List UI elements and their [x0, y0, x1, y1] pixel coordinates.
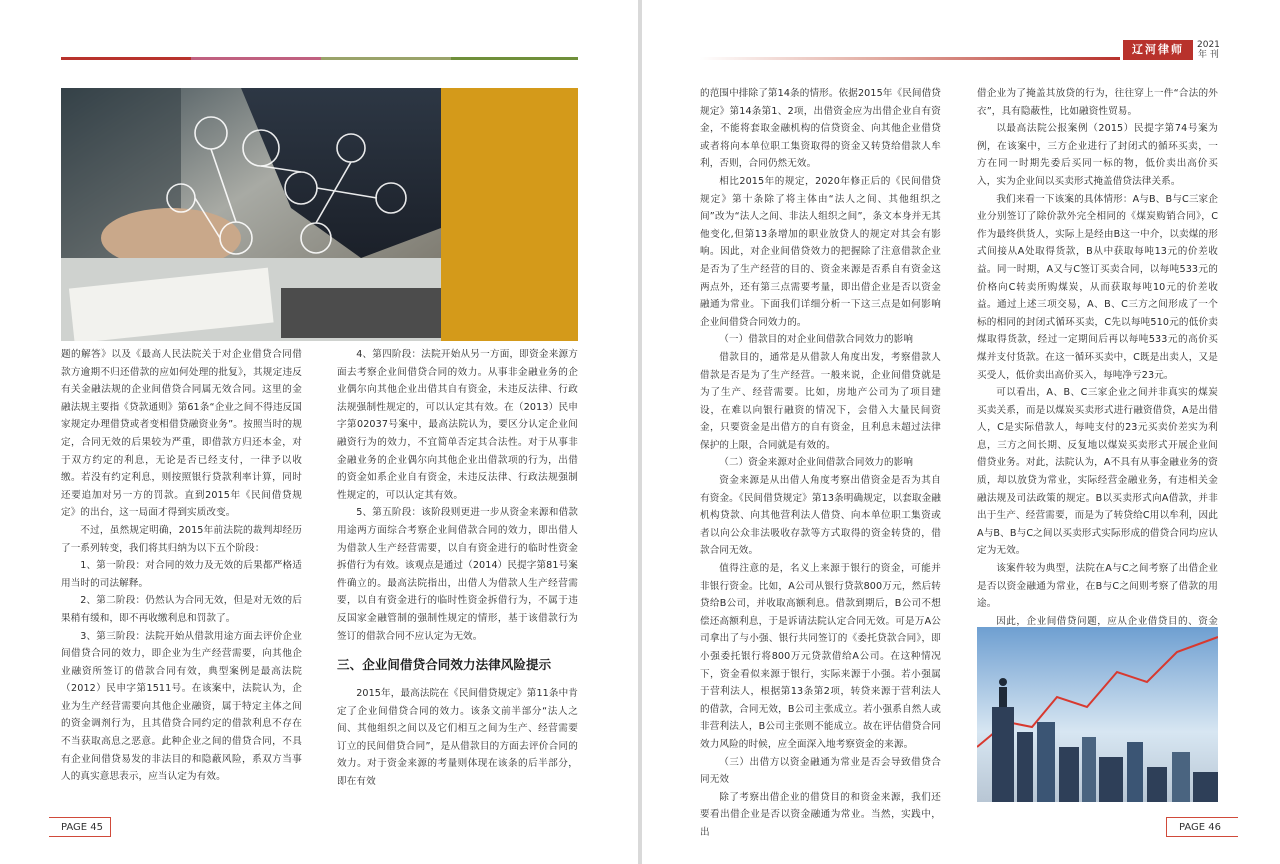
subheading: （一）借款目的对企业间借款合同效力的影响: [719, 334, 914, 346]
paragraph: 因此，企业间借贷问题，应从企业借贷目的、资金: [996, 615, 1218, 627]
right-column-2: [977, 85, 1218, 666]
subheading: （二）资金来源对企业间借款合同效力的影响: [719, 457, 914, 469]
header-rule-olive: [321, 57, 451, 60]
header-rule-pink: [191, 57, 321, 60]
left-column-1: [61, 346, 302, 786]
issue-text: 年 刊: [1198, 50, 1219, 60]
paragraph: 该案件较为典型，法院在A与C之间考察了出借企业是否以资金融通为常业，在B与C之间则考察了借款的用途。: [977, 563, 1218, 610]
right-column-1: [700, 85, 941, 842]
paragraph: 可以看出，A、B、C三家企业之间并非真实的煤炭买卖关系，而是以煤炭买卖形式进行融资借贷，A是出借人，C是实际借款人，每吨支付的23元买卖价差实为利息，三方之间长期、反复地以煤炭买卖形式开展企业间借贷业务。对此，法院认为，A不具有从事金融业务的资质，却以放贷为常业，实际经营金融业务，有违相关金融法规及司法政策的规定。B以买卖形式向A借款，并非出于生产、经营需要，而是为了转贷给C用以牟利，因此A与B、B与C之间以买卖形式实际形成的借贷合同均应认定为无效。: [977, 387, 1218, 557]
business-network-photo: [61, 88, 578, 341]
paragraph: 不过，虽然规定明确，2015年前法院的裁判却经历了一系列转变，我们将其归纳为以下五个阶段：: [61, 524, 302, 554]
section-title: 三、企业间借贷合同效力法律风险提示: [337, 657, 552, 673]
subheading: （三）出借方以资金融通为常业是否会导致借贷合同无效: [700, 756, 941, 786]
paragraph: 2015年，最高法院在《民间借贷规定》第11条中肯定了企业间借贷合同的效力。该条文前半部分“法人之间、其他组织之间以及它们相互之间为生产、经营需要订立的民间借贷合同”，是从借款目的方面去评价合同的效力。对于资金来源的考量则体现在该条的后半部分，即在有效: [337, 688, 578, 788]
paragraph: 2、第二阶段：仍然认为合同无效，但是对无效的后果稍有缓和，即不再收缴利息和罚款了。: [61, 595, 302, 624]
left-column-2: [337, 346, 578, 791]
header-rule-green: [451, 57, 578, 60]
paragraph: 1、第一阶段：对合同的效力及无效的后果都严格适用当时的司法解释。: [61, 560, 302, 589]
year-text: 2021: [1197, 40, 1220, 50]
paragraph: 的范围中排除了第14条的情形。依据2015年《民间借贷规定》第14条第1、2项，出借资金应为出借企业自有资金，不能将套取金融机构的信贷资金、向其他企业借贷或者将向本单位职工集资取得的资金又转贷给借款人牟利，否则，合同仍然无效。: [700, 88, 941, 170]
paragraph: 资金来源是从出借人角度考察出借资金是否为其自有资金。《民间借贷规定》第13条明确规定，以套取金融机构贷款、向其他营利法人借贷、向本单位职工集资或者以向公众非法吸收存款等方式取得的资金转贷的，借款合同无效。: [700, 475, 941, 557]
header-rule-gradient: [700, 57, 1120, 60]
header-rule-red: [61, 57, 191, 60]
left-page: [0, 0, 638, 864]
city-skyline-growth-photo: [977, 627, 1218, 802]
paragraph: 以最高法院公报案例（2015）民提字第74号案为例，在该案中，三方企业进行了封闭式的循环买卖，一方在同一时期先委后买同一标的物，低价卖出高价买入，实为企业间以买卖形式掩盖借贷法律关系。: [977, 123, 1218, 187]
paragraph: 除了考察出借企业的借贷目的和资金来源，我们还要看出借企业是否以资金融通为常业。当然，实践中，出: [700, 791, 941, 838]
paragraph: 借企业为了掩盖其放贷的行为，往往穿上一件“合法的外衣”，具有隐蔽性，比如融资性贸易。: [977, 88, 1218, 117]
paragraph: 题的解答》以及《最高人民法院关于对企业借贷合同借款方逾期不归还借款的应如何处理的批复》，其规定违反有关金融法规的企业间借贷合同属无效合同。这里的金融法规主要指《贷款通则》第61条“企业之间不得违反国家规定办理借贷或者变相借贷融资业务”。按照当时的规定，合同无效的后果较为严重，即借款方归还本金，对于双方约定的利息，无论是否已经支付，一律予以收缴。若没有约定利息，则按照银行贷款利率计算，同时还要追加对另一方的罚款。直到2015年《民间借贷规定》的出台，这一局面才得到实质改变。: [61, 349, 302, 519]
paragraph: 4、第四阶段：法院开始从另一方面，即资金来源方面去考察企业间借贷合同的效力。从事非金融业务的企业偶尔向其他企业出借其自有资金，未违反法律、行政法规强制性规定的，可以认定其有效。在（2013）民申字第02037号案中，最高法院认为，要区分认定企业间融资行为的效力，不宜简单否定其合法性。对于从事非金融业务的企业偶尔向其他企业出借款项的行为，出借的资金如系企业自有资金，未违反法律、行政法规强制性规定的，可以认定其有效。: [337, 349, 578, 501]
paragraph: 值得注意的是，名义上来源于银行的资金，可能并非银行资金。比如，A公司从银行贷款800万元，然后转贷给B公司，并收取高额利息。借款到期后，B公司不想偿还高额利息，于是诉请法院认定合同无效。可是万A公司拿出了与小强、银行共同签订的《委托贷款合同》，即小强委托银行将800万元贷款借给A公司。在这种情况下，资金看似来源于银行，实际来源于小强。若小强属于营利法人，根据第13条第2项，转贷来源于营利法人的借款，合同无效，B公司主张成立。若小强系自然人或非营利法人，B公司主张则不能成立。故在评估借贷合同效力风险的时候，应全面深入地考察资金的来源。: [700, 563, 941, 750]
issue-year: [1197, 40, 1220, 60]
page-number-left: PAGE 45: [49, 817, 111, 837]
magazine-logo: 辽河律师: [1123, 40, 1193, 60]
paragraph: 借款目的，通常是从借款人角度出发，考察借款人借款是否是为了生产经营。一般来说，企业间借贷就是为了生产、经营需要。比如，房地产公司为了项目建设，在难以向银行融资的情况下，会借入大量民间资金，只要资金是出借方的自有资金，且利息未超过法律保护的上限，合同就是有效的。: [700, 351, 941, 451]
paragraph: 3、第三阶段：法院开始从借款用途方面去评价企业间借贷合同的效力，即企业为生产经营需要，向其他企业融资所签订的借款合同有效，典型案例是最高法院（2012）民申字第1511号。在该案中，法院认为，企业为生产经营需要向其他企业融资，属于特定主体之间的资金调剂行为，且其借贷合同约定的借款利息不存在不当获取高息之恶意。此种企业之间的借贷合同，不具有企业间借贷易发的非法目的和隐蔽风险，系双方当事人的真实意思表示，应当认定为有效。: [61, 630, 302, 783]
page-number-right: PAGE 46: [1166, 817, 1238, 837]
paragraph: 相比2015年的规定，2020年修正后的《民间借贷规定》第十条除了将主体由“法人之间、其他组织之间”改为“法人之间、非法人组织之间”，条文本身并无其他变化,但第13条增加的职业放贷人的规定对其会有影响。因此，对企业间借贷效力的把握除了注意借款企业是否为了生产经营的目的、资金来源是否系自有资金这两点外，还有第三点需要考量，即出借企业是否以资金融通为常业。下面我们详细分析一下这三点是如何影响企业间借贷合同效力的。: [700, 175, 941, 328]
paragraph: 我们来看一下该案的具体情形：A与B、B与C三家企业分别签订了除价款外完全相同的《煤炭购销合同》，C作为最终供货人，实际上是经由B这一中介，以卖煤的形式间接从A处取得货款，B从中获取每吨13元的价差收益。同一时期，A又与C签订买卖合同，以每吨533元的价格向C转卖所购煤炭，从而获取每吨10元的价差收益。通过上述三项交易，A、B、C三方之间形成了一个标的相同的封闭式循环买卖，C先以每吨510元的低价卖煤取得货款，经过一定期间后再以每吨533元的高价买煤并支付货款。在这一循环买卖中，C既是出卖人，又是买受人，低价卖出高价买入，每吨净亏23元。: [977, 193, 1218, 381]
paragraph: 5、第五阶段：该阶段则更进一步从资金来源和借款用途两方面综合考察企业间借款合同的效力，即出借人为借款人生产经营需要，以自有资金进行的临时性资金拆借行为有效。该观点是通过（2014）民提字第81号案件确立的。最高法院指出，出借人为借款人生产经营需要，以自有资金进行的临时性资金拆借行为，不属于违反国家金融管制的强制性规定的情形，基于该借款行为签订的借款合同不应认定为无效。: [337, 507, 578, 642]
